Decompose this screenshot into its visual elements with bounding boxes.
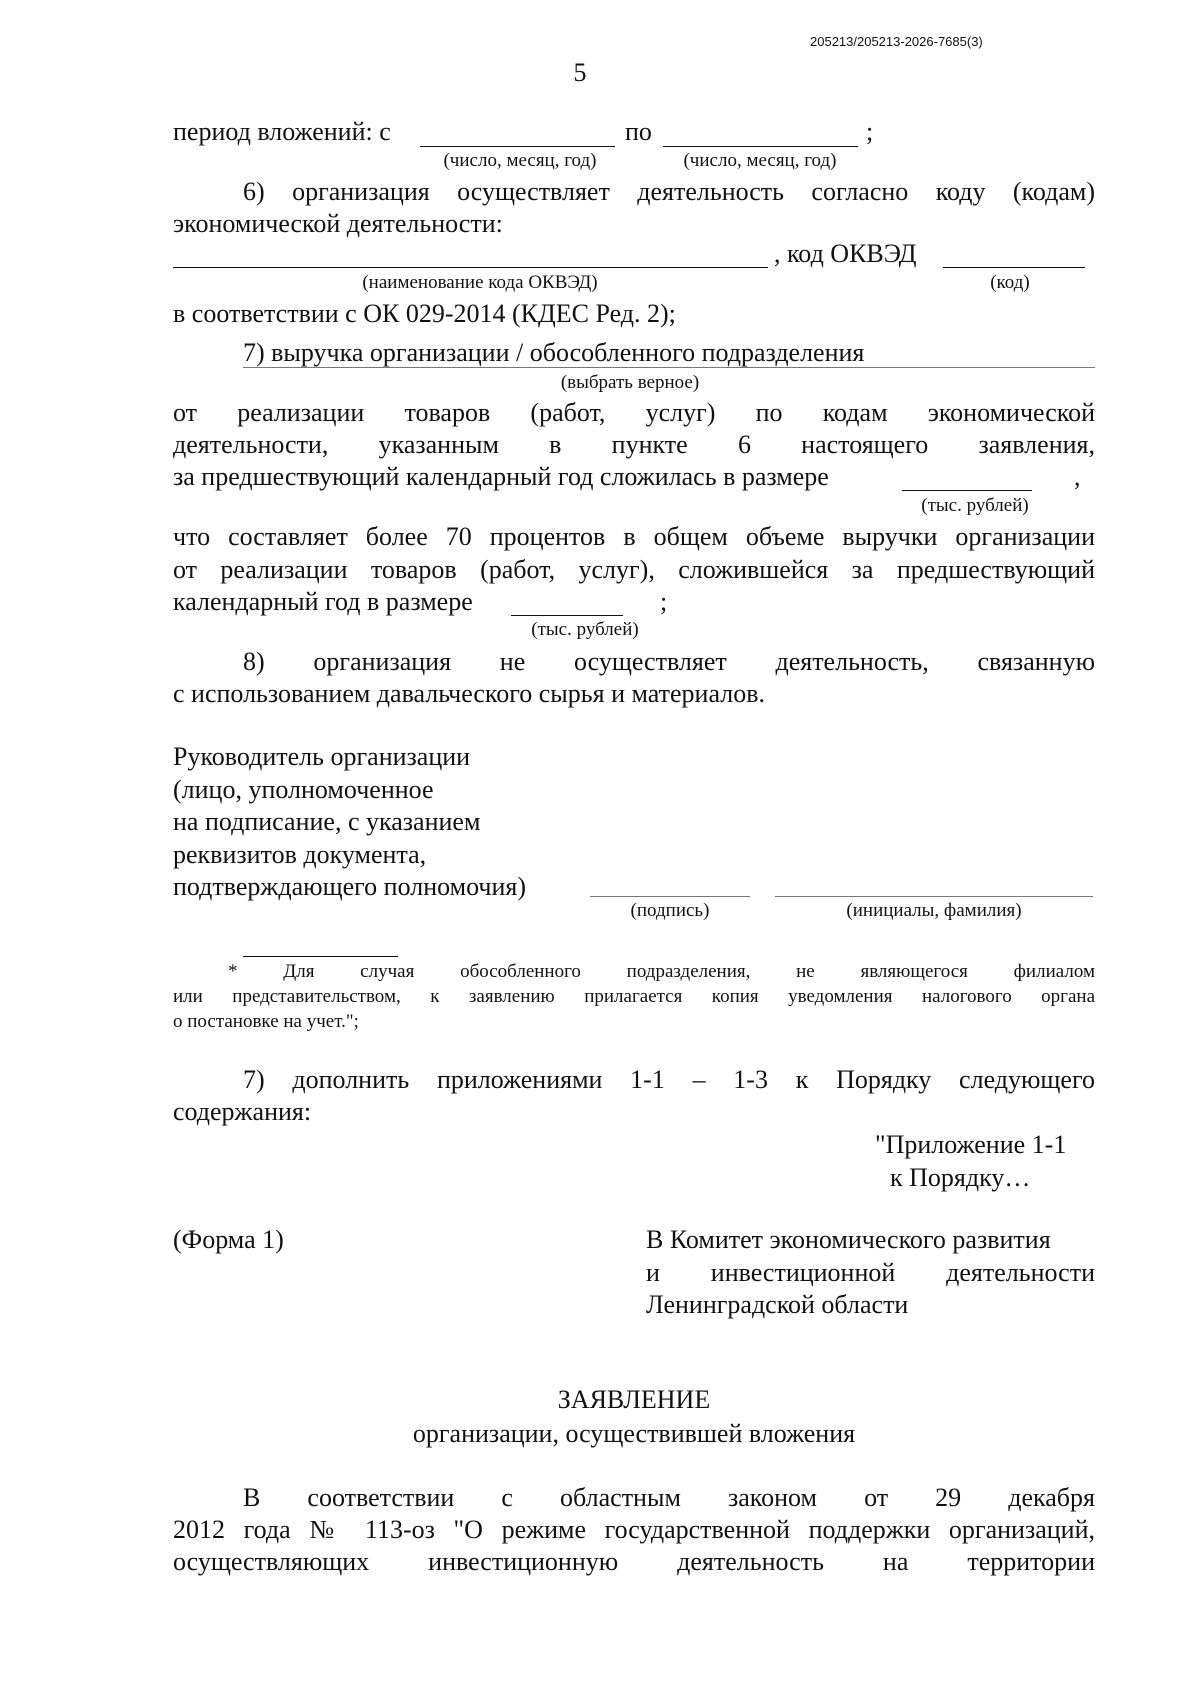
addressee-line2: и инвестиционной деятельности (646, 1258, 1095, 1287)
item7-line1: 7) выручка организации / обособленного подразделения (243, 338, 865, 367)
statement-title: ЗАЯВЛЕНИЕ (557, 1385, 711, 1414)
item7-line6: от реализации товаров (работ, услуг), сложившейся за предшествующий (173, 555, 1095, 584)
thousand-rubles-caption-2: (тыс. рублей) (531, 619, 639, 640)
period-to-label: по (625, 117, 652, 146)
item8-line1: 8) организация не осуществляет деятельность, связанную (243, 647, 1095, 676)
statement-subtitle: организации, осуществившей вложения (412, 1419, 856, 1448)
appendix-line1: "Приложение 1-1 (875, 1130, 1067, 1159)
footnote-line2: или представительством, к заявлению прилагается копия уведомления налогового органа (173, 986, 1095, 1007)
item7-line2: от реализации товаров (работ, услуг) по кодам экономической (173, 398, 1095, 427)
period-label: период вложений: с (173, 117, 391, 146)
item7-line7-end: ; (660, 587, 668, 616)
okved-code-field[interactable] (943, 267, 1085, 268)
item7-line4-end: , (1074, 462, 1081, 491)
signatory-line5: подтверждающего полномочия) (173, 872, 527, 901)
item7-line5: что составляет более 70 процентов в общем объеме выручки организации (173, 522, 1095, 551)
date-to-field[interactable] (663, 146, 858, 147)
document-number: 205213/205213-2026-7685(3) (810, 34, 983, 49)
addressee-line3: Ленинградской области (646, 1290, 909, 1319)
footnote-separator (243, 956, 398, 957)
revenue-amount-field[interactable] (902, 490, 1032, 491)
addressee-line1: В Комитет экономического развития (646, 1225, 1051, 1254)
okved-code-label: , код ОКВЭД (774, 239, 917, 268)
body-line3: осуществляющих инвестиционную деятельность на территории (173, 1547, 1095, 1576)
item6-line1: 6) организация осуществляет деятельность согласно коду (кодам) (243, 177, 1095, 206)
page-number: 5 (573, 58, 587, 87)
item6-line2: экономической деятельности: (173, 209, 503, 238)
okved-name-field[interactable] (173, 267, 768, 268)
item6-line4: в соответствии с ОК 029-2014 (КДЕС Ред. 2); (173, 299, 676, 328)
item7-line3: деятельности, указанным в пункте 6 настоящего заявления, (173, 430, 1095, 459)
signatory-line3: на подписание, с указанием (173, 807, 481, 836)
okved-code-caption: (код) (990, 272, 1030, 293)
revenue-choice-line[interactable] (243, 367, 1095, 368)
date-from-caption: (число, месяц, год) (443, 150, 597, 171)
signatory-line2: (лицо, уполномоченное (173, 775, 434, 804)
choose-caption: (выбрать верное) (560, 372, 700, 393)
item8-line2: с использованием давальческого сырья и материалов. (173, 679, 765, 708)
thousand-rubles-caption-1: (тыс. рублей) (921, 495, 1029, 516)
initials-caption: (инициалы, фамилия) (846, 900, 1022, 921)
body-line1: В соответствии с областным законом от 29 декабря (243, 1483, 1095, 1512)
signature-field[interactable] (590, 896, 750, 897)
footnote-line3: о постановке на учет."; (173, 1011, 359, 1032)
date-to-caption: (число, месяц, год) (683, 150, 837, 171)
item7-line4: за предшествующий календарный год сложилась в размере (173, 462, 829, 491)
signatory-line4: реквизитов документа, (173, 840, 427, 869)
body-line2: 2012 года № 113-оз "О режиме государственной поддержки организаций, (173, 1515, 1095, 1544)
amend7-line2: содержания: (173, 1097, 312, 1126)
date-from-field[interactable] (420, 146, 615, 147)
total-revenue-field[interactable] (511, 615, 623, 616)
appendix-line2: к Порядку… (890, 1163, 1031, 1192)
footnote-line1: * Для случая обособленного подразделения, не являющегося филиалом (228, 961, 1095, 982)
signature-caption: (подпись) (630, 900, 710, 921)
initials-surname-field[interactable] (775, 896, 1093, 897)
okved-name-caption: (наименование кода ОКВЭД) (362, 272, 598, 293)
form-label: (Форма 1) (173, 1225, 284, 1254)
period-semicolon: ; (866, 117, 874, 146)
amend7-line1: 7) дополнить приложениями 1-1 – 1-3 к Порядку следующего (243, 1065, 1095, 1094)
signatory-line1: Руководитель организации (173, 742, 471, 771)
item7-line7: календарный год в размере (173, 587, 473, 616)
